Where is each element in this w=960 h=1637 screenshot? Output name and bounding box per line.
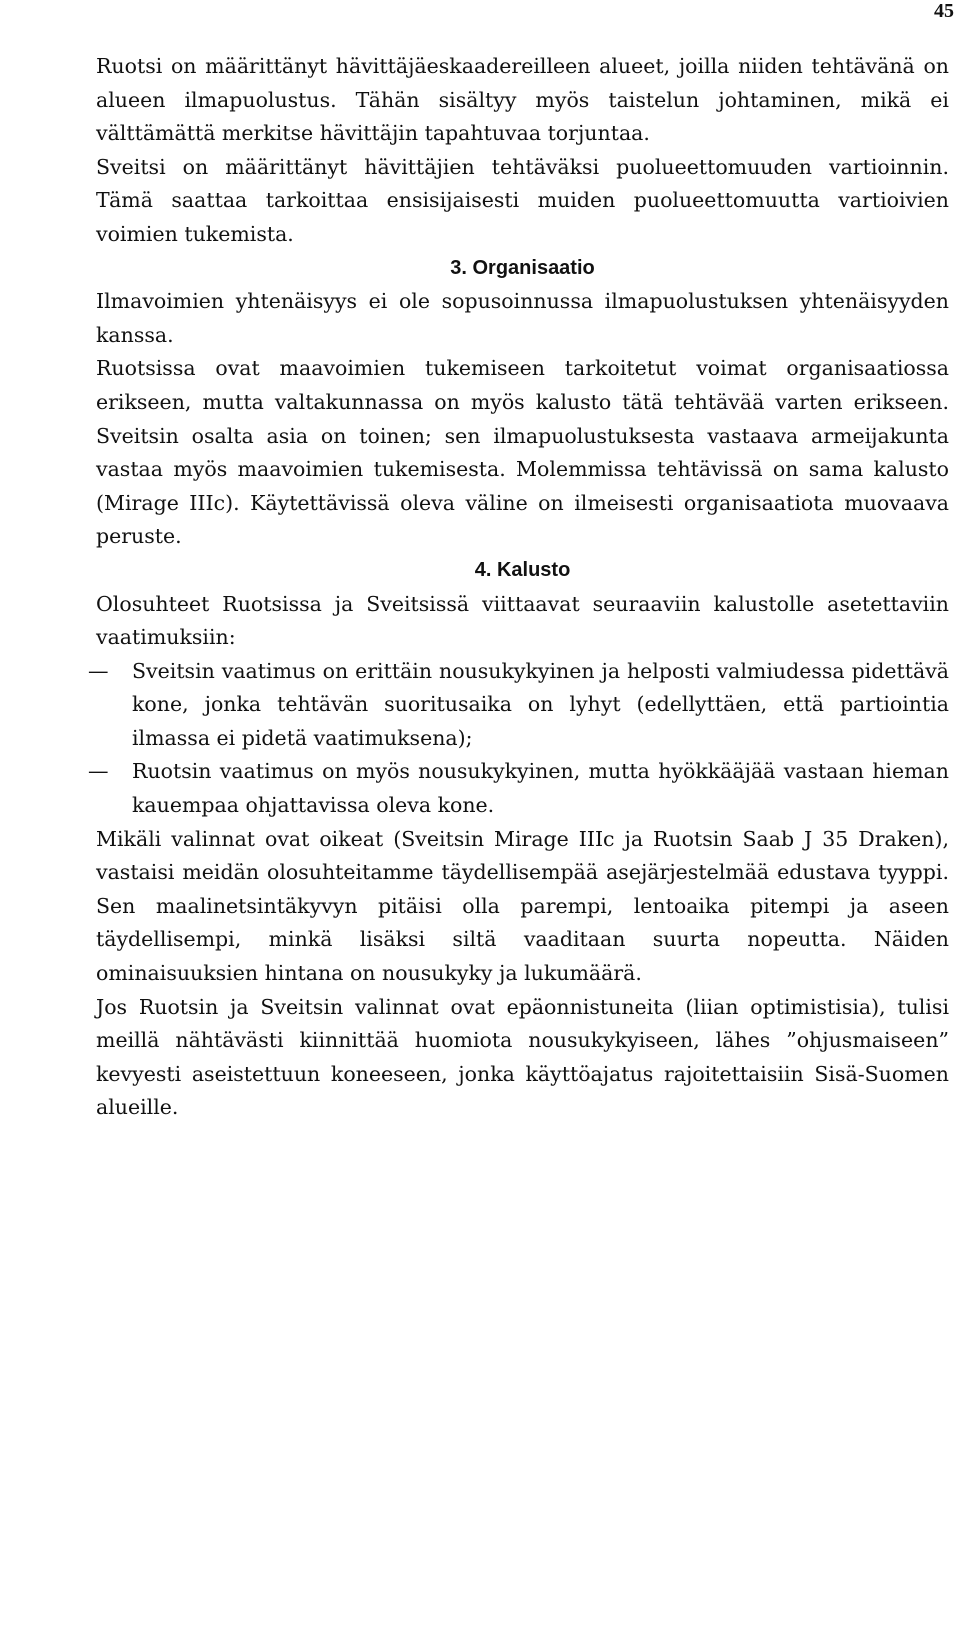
section-heading-organisaatio: 3. Organisaatio (450, 256, 595, 279)
page-number: 45 (934, 0, 954, 22)
paragraph: Ilmavoimien yhtenäisyys ei ole sopusoinnussa ilmapuolustuksen yhtenäisyyden kanssa. (96, 289, 949, 347)
document-body (96, 50, 949, 1125)
paragraph: Ruotsi on määrittänyt hävittäjäeskaadereilleen alueet, joilla niiden tehtävänä on alueen ilmapuolustus. Tähän sisältyy myös taistelun johtaminen, mikä ei välttämättä merkitse hävittäjin tapahtuvaa torjuntaa. (96, 54, 949, 146)
paragraph: Ruotsissa ovat maavoimien tukemiseen tarkoitetut voimat organisaatiossa erikseen, mutta valtakunnassa on myös kalusto tätä tehtävää varten erikseen. Sveitsin osalta asia on toinen; sen ilmapuolustuksesta vastaava armeijakunta vastaa myös maavoimien tukemisesta. Molemmissa tehtävissä on sama kalusto (Mirage IIIc). Käytettävissä oleva väline on ilmeisesti organisaatiota muovaava peruste. (96, 356, 949, 549)
paragraph: Sveitsi on määrittänyt hävittäjien tehtäväksi puolueettomuuden vartioinnin. Tämä saattaa tarkoittaa ensisijaisesti muiden puolueettomuutta vartioivien voimien tukemista. (96, 154, 949, 246)
paragraph: Olosuhteet Ruotsissa ja Sveitsissä viittaavat seuraaviin kalustolle asetettaviin vaatimuksiin: (96, 591, 949, 650)
paragraph: Mikäli valinnat ovat oikeat (Sveitsin Mirage IIIc ja Ruotsin Saab J 35 Draken), vastaisi meidän olosuhteitamme täydellisempää asejärjestelmää edustava tyyppi. Sen maalinetsintäkyvyn pitäisi olla parempi, lentoaika pitempi ja aseen täydellisempi, minkä lisäksi siltä vaaditaan suurta nopeutta. Näiden ominaisuuksien hintana on nousukyky ja lukumäärä. (96, 826, 949, 986)
requirements-list (96, 655, 949, 823)
list-item: — Sveitsin vaatimus on erittäin nousukykyinen ja helposti valmiudessa pidettävä kone, jonka tehtävän suoritusaika on lyhyt (edellyttäen, että partiointia ilmassa ei pidetä vaatimuksena); (96, 655, 949, 756)
paragraph: Jos Ruotsin ja Sveitsin valinnat ovat epäonnistuneita (liian optimistisia), tulisi meillä nähtävästi kiinnittää huomiota nousukykyiseen, lähes ”ohjusmaiseen” kevyesti aseistettuun koneeseen, jonka käyttöajatus rajoitettaisiin Sisä-Suomen alueille. (96, 994, 949, 1120)
list-item: — Ruotsin vaatimus on myös nousukykyinen, mutta hyökkääjää vastaan hieman kauempaa ohjattavissa oleva kone. (96, 755, 949, 822)
section-heading-kalusto: 4. Kalusto (474, 558, 571, 581)
